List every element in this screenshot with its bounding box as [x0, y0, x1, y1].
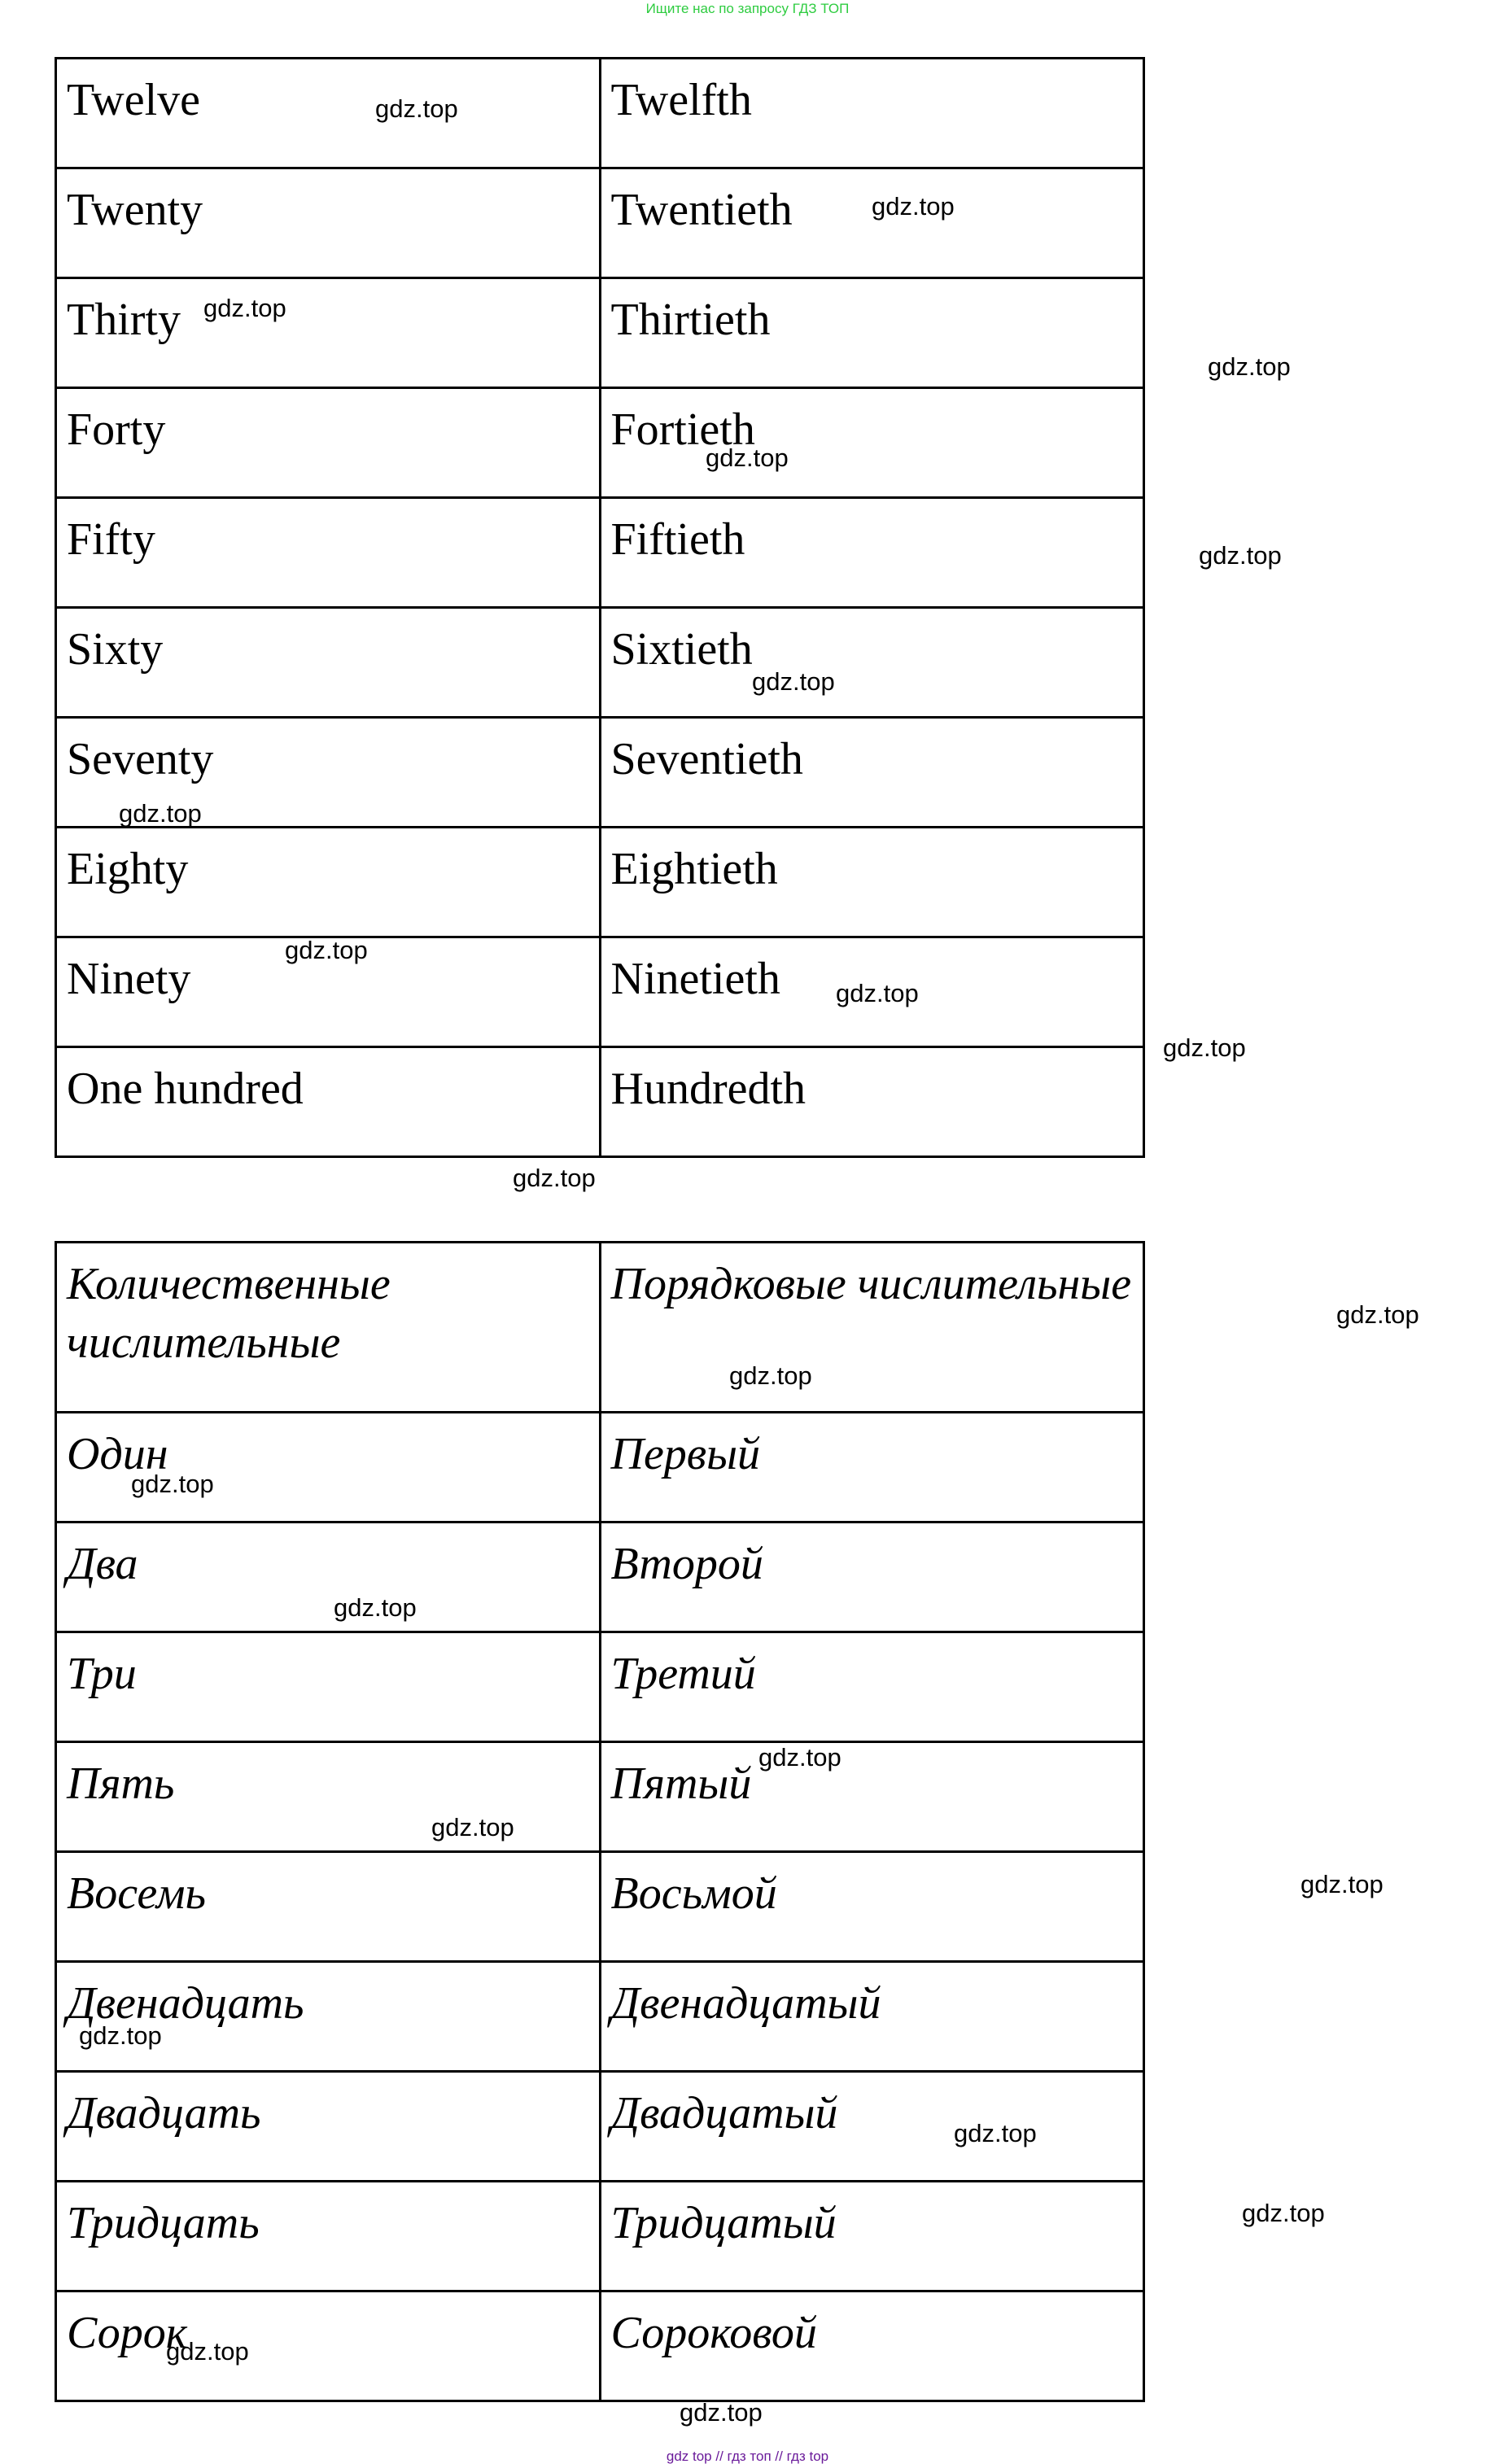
- watermark: gdz.top: [1300, 1870, 1384, 1898]
- ordinal-cell: Thirtieth: [600, 278, 1144, 388]
- cardinal-cell: Forty: [56, 388, 601, 498]
- cardinal-cell: Пять: [56, 1742, 601, 1852]
- watermark: gdz.top: [119, 799, 202, 828]
- cardinal-cell: Eighty: [56, 828, 601, 937]
- cardinal-cell: Один: [56, 1413, 601, 1523]
- ordinal-cell: Двадцатый: [600, 2072, 1144, 2182]
- footer-link-gdz-top-ru[interactable]: гдз топ: [727, 2449, 772, 2464]
- header-row: [56, 1243, 1144, 1413]
- table-row: [56, 718, 1144, 828]
- cardinal-cell: Три: [56, 1632, 601, 1742]
- watermark: gdz.top: [513, 1164, 596, 1192]
- watermark: gdz.top: [1336, 1300, 1419, 1329]
- watermark: gdz.top: [375, 94, 458, 123]
- ordinal-cell: Fortieth: [600, 388, 1144, 498]
- table-row: [56, 1742, 1144, 1852]
- footer-separator: //: [715, 2449, 723, 2464]
- watermark: gdz.top: [285, 936, 368, 964]
- ordinal-cell: Первый: [600, 1413, 1144, 1523]
- ordinal-cell: Twelfth: [600, 59, 1144, 168]
- footer-link-gdz-top[interactable]: gdz top: [666, 2449, 712, 2464]
- cardinal-cell: Двадцать: [56, 2072, 601, 2182]
- cardinal-cell: Сорок: [56, 2291, 601, 2401]
- watermark: gdz.top: [166, 2337, 249, 2366]
- footer-separator: //: [775, 2449, 783, 2464]
- cardinal-cell: Ninety: [56, 937, 601, 1047]
- table-row: [56, 2182, 1144, 2291]
- russian-numerals-table: [55, 1241, 1145, 2402]
- table-row: [56, 1413, 1144, 1523]
- cardinal-header: Количественные числительные: [56, 1243, 601, 1413]
- top-banner: Ищите нас по запросу ГДЗ ТОП: [645, 1, 850, 16]
- ordinal-cell: Eightieth: [600, 828, 1144, 937]
- table-row: [56, 1523, 1144, 1632]
- watermark: gdz.top: [836, 979, 919, 1007]
- ordinal-cell: Twentieth: [600, 168, 1144, 278]
- watermark: gdz.top: [203, 294, 286, 322]
- cardinal-cell: Seventy: [56, 718, 601, 828]
- footer-link-gdz-top-mixed[interactable]: гдз top: [786, 2449, 829, 2464]
- ordinal-cell: Ninetieth: [600, 937, 1144, 1047]
- cardinal-cell: Twenty: [56, 168, 601, 278]
- ordinal-cell: Hundredth: [600, 1047, 1144, 1157]
- watermark: gdz.top: [758, 1743, 841, 1772]
- ordinal-cell: Тридцатый: [600, 2182, 1144, 2291]
- table-row: [56, 1852, 1144, 1962]
- table-row: [56, 388, 1144, 498]
- cardinal-cell: Thirty: [56, 278, 601, 388]
- watermark: gdz.top: [1163, 1033, 1246, 1062]
- watermark: gdz.top: [334, 1593, 417, 1622]
- watermark: gdz.top: [680, 2398, 763, 2427]
- ordinal-cell: Fiftieth: [600, 498, 1144, 608]
- watermark: gdz.top: [1208, 352, 1291, 381]
- ordinal-header: Порядковые числительные: [600, 1243, 1144, 1413]
- watermark: gdz.top: [1199, 541, 1282, 570]
- ordinal-cell: Двенадцатый: [600, 1962, 1144, 2072]
- ordinal-cell: Второй: [600, 1523, 1144, 1632]
- cardinal-cell: Sixty: [56, 608, 601, 718]
- watermark: gdz.top: [706, 443, 789, 472]
- cardinal-cell: One hundred: [56, 1047, 601, 1157]
- ordinal-cell: Сороковой: [600, 2291, 1144, 2401]
- table-row: [56, 1047, 1144, 1157]
- watermark: gdz.top: [131, 1470, 214, 1498]
- cardinal-cell: Два: [56, 1523, 601, 1632]
- table-row: [56, 59, 1144, 168]
- cardinal-cell: Восемь: [56, 1852, 601, 1962]
- table-row: [56, 1962, 1144, 2072]
- table-row: [56, 608, 1144, 718]
- cardinal-cell: Twelve: [56, 59, 601, 168]
- ordinal-cell: Sixtieth: [600, 608, 1144, 718]
- cardinal-cell: Двенадцать: [56, 1962, 601, 2072]
- watermark: gdz.top: [729, 1361, 812, 1390]
- ordinal-cell: Третий: [600, 1632, 1144, 1742]
- watermark: gdz.top: [872, 192, 955, 221]
- english-numerals-table: [55, 57, 1145, 1158]
- watermark: gdz.top: [954, 2119, 1037, 2147]
- table-row: [56, 1632, 1144, 1742]
- table-row: [56, 937, 1144, 1047]
- cardinal-cell: Fifty: [56, 498, 601, 608]
- table-row: [56, 828, 1144, 937]
- cardinal-cell: Тридцать: [56, 2182, 601, 2291]
- ordinal-cell: Seventieth: [600, 718, 1144, 828]
- table-row: [56, 168, 1144, 278]
- watermark: gdz.top: [752, 667, 835, 696]
- table-row: [56, 498, 1144, 608]
- ordinal-cell: Восьмой: [600, 1852, 1144, 1962]
- ordinal-cell: Пятый: [600, 1742, 1144, 1852]
- footer-links: [0, 2451, 1495, 2462]
- watermark: gdz.top: [1242, 2199, 1325, 2227]
- watermark: gdz.top: [431, 1813, 514, 1841]
- watermark: gdz.top: [79, 2021, 162, 2050]
